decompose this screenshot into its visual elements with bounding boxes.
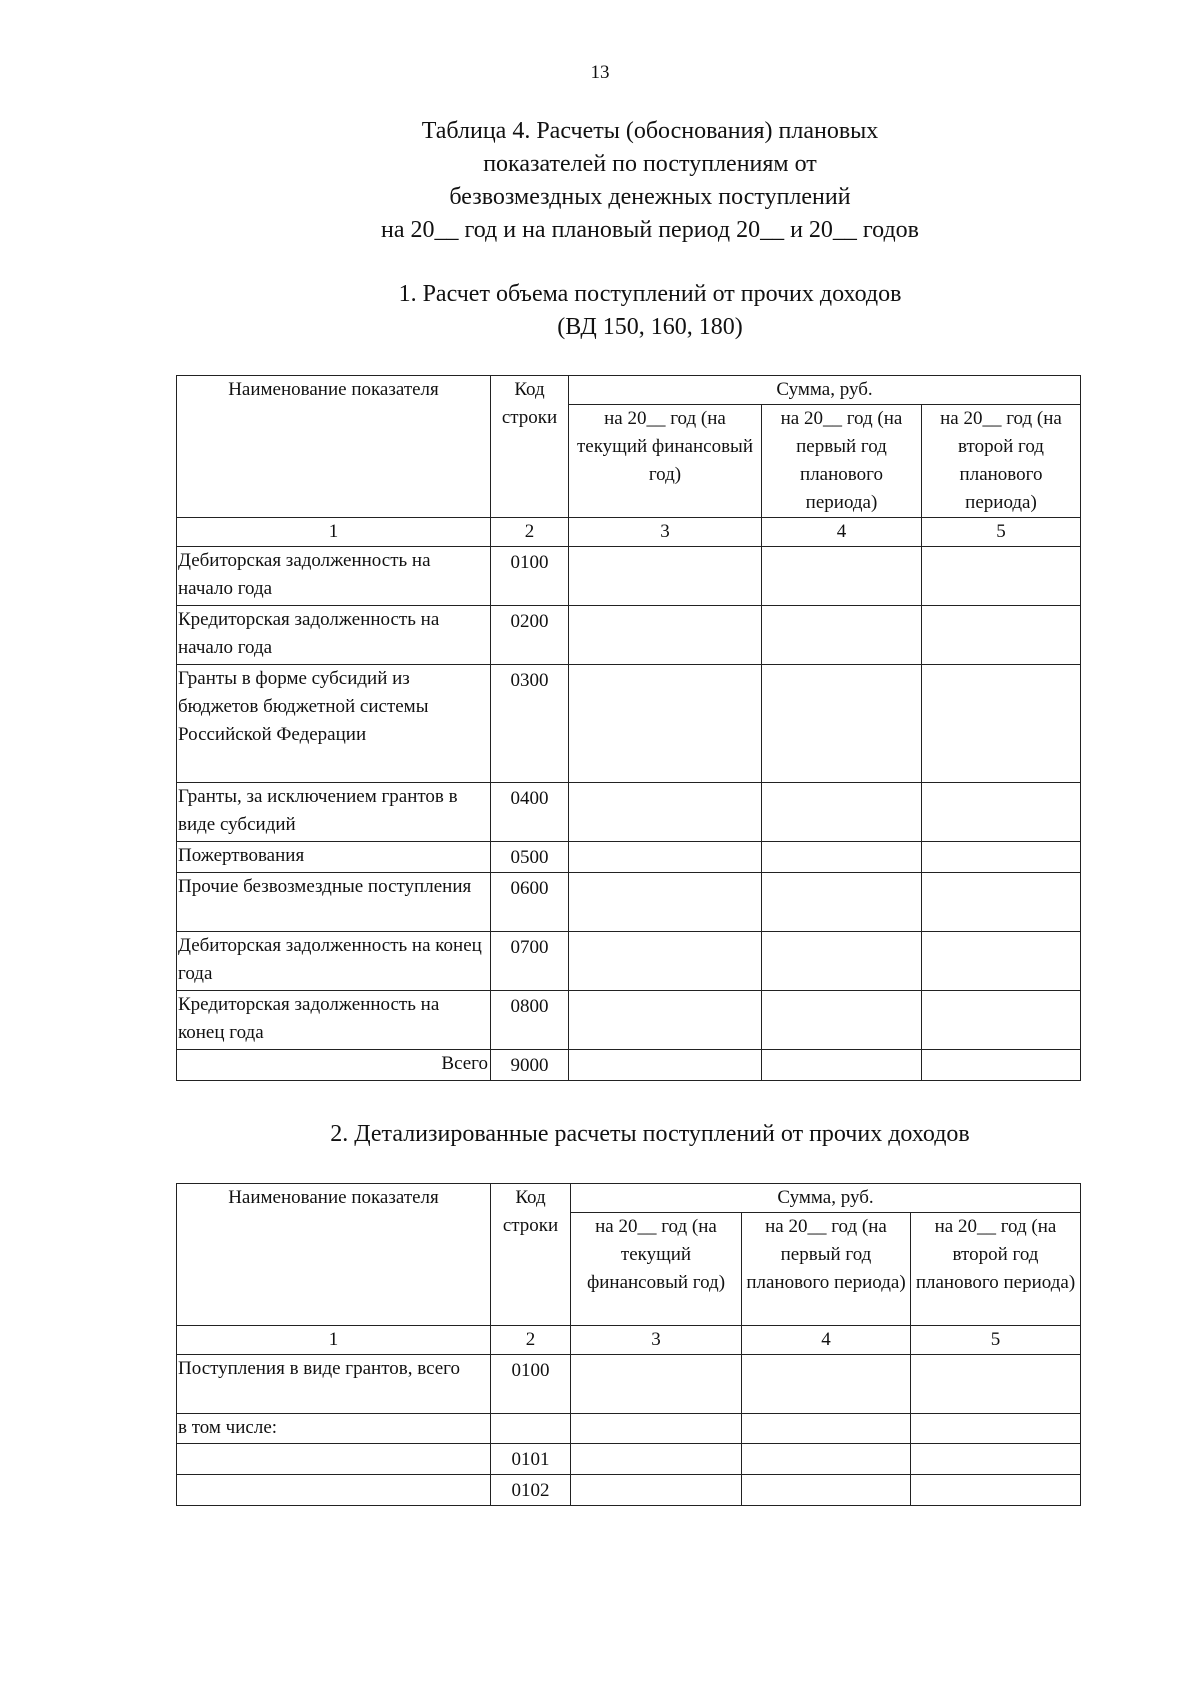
column-number: 1 [177, 518, 491, 547]
header-year-second: на 20__ год (на второй год планового периода) [922, 405, 1081, 518]
row-name: Кредиторская задолженность на начало года [177, 606, 491, 665]
value-cell [762, 783, 922, 842]
value-cell [922, 842, 1081, 873]
section1-heading [0, 278, 1200, 344]
value-cell [922, 606, 1081, 665]
column-number: 4 [762, 518, 922, 547]
row-code: 0800 [491, 991, 569, 1050]
value-cell [742, 1414, 911, 1444]
total-row [177, 1050, 1081, 1081]
value-cell [762, 1050, 922, 1081]
table-row [177, 606, 1081, 665]
row-name: Кредиторская задолженность на конец года [177, 991, 491, 1050]
value-cell [762, 991, 922, 1050]
row-code: 0400 [491, 783, 569, 842]
column-number: 5 [911, 1326, 1081, 1355]
table-row [177, 783, 1081, 842]
value-cell [922, 991, 1081, 1050]
value-cell [571, 1475, 742, 1506]
total-label: Всего [177, 1050, 491, 1081]
value-cell [922, 783, 1081, 842]
income-calculation-table [176, 375, 1081, 1081]
value-cell [569, 873, 762, 932]
value-cell [571, 1355, 742, 1414]
row-code: 0300 [491, 665, 569, 783]
header-year-current: на 20__ год (на текущий финансовый год) [571, 1213, 742, 1326]
heading-line: 1. Расчет объема поступлений от прочих доходов [398, 281, 902, 307]
row-code: 0101 [491, 1444, 571, 1475]
column-number: 4 [742, 1326, 911, 1355]
value-cell [922, 665, 1081, 783]
row-code: 0600 [491, 873, 569, 932]
column-number: 2 [491, 1326, 571, 1355]
table-row [177, 932, 1081, 991]
value-cell [569, 665, 762, 783]
table-row [177, 842, 1081, 873]
table-row [177, 1414, 1081, 1444]
title-line: показателей по поступлениям от [483, 151, 817, 177]
header-sum: Сумма, руб. [569, 376, 1081, 405]
row-code: 0700 [491, 932, 569, 991]
value-cell [922, 547, 1081, 606]
title-line: на 20__ год и на плановый период 20__ и 20__ годов [380, 217, 920, 243]
table-row [177, 1444, 1081, 1475]
row-name: Поступления в виде грантов, всего [177, 1355, 491, 1414]
table-row [177, 991, 1081, 1050]
value-cell [742, 1475, 911, 1506]
title-line: безвозмездных денежных поступлений [449, 184, 851, 210]
value-cell [762, 665, 922, 783]
value-cell [911, 1475, 1081, 1506]
row-name: в том числе: [177, 1414, 491, 1444]
table-title [0, 115, 1200, 247]
row-name: Дебиторская задолженность на начало года [177, 547, 491, 606]
value-cell [762, 547, 922, 606]
row-code: 0200 [491, 606, 569, 665]
value-cell [569, 783, 762, 842]
row-name: Гранты в форме субсидий из бюджетов бюджетной системы Российской Федерации [177, 665, 491, 783]
header-year-first: на 20__ год (на первый год планового периода) [742, 1213, 911, 1326]
value-cell [569, 606, 762, 665]
header-year-second: на 20__ год (на второй год планового периода) [911, 1213, 1081, 1326]
value-cell [762, 842, 922, 873]
value-cell [922, 873, 1081, 932]
value-cell [911, 1414, 1081, 1444]
column-number: 3 [569, 518, 762, 547]
row-name: Дебиторская задолженность на конец года [177, 932, 491, 991]
total-code: 9000 [491, 1050, 569, 1081]
value-cell [569, 991, 762, 1050]
row-code: 0102 [491, 1475, 571, 1506]
table-row [177, 547, 1081, 606]
row-name: Гранты, за исключением грантов в виде субсидий [177, 783, 491, 842]
value-cell [571, 1414, 742, 1444]
value-cell [922, 1050, 1081, 1081]
row-code: 0100 [491, 1355, 571, 1414]
value-cell [911, 1444, 1081, 1475]
page-number: 13 [590, 62, 610, 83]
title-line: Таблица 4. Расчеты (обоснования) плановых [421, 118, 879, 144]
value-cell [762, 932, 922, 991]
row-name: Прочие безвозмездные поступления [177, 873, 491, 932]
row-name: Пожертвования [177, 842, 491, 873]
column-number: 3 [571, 1326, 742, 1355]
row-code: 0100 [491, 547, 569, 606]
row-code: 0500 [491, 842, 569, 873]
value-cell [922, 932, 1081, 991]
value-cell [569, 1050, 762, 1081]
header-year-first: на 20__ год (на первый год планового периода) [762, 405, 922, 518]
column-number: 5 [922, 518, 1081, 547]
value-cell [742, 1444, 911, 1475]
header-name: Наименование показателя [177, 376, 491, 518]
value-cell [569, 842, 762, 873]
value-cell [911, 1355, 1081, 1414]
header-code: Код строки [491, 1184, 571, 1326]
header-code: Код строки [491, 376, 569, 518]
row-name [177, 1475, 491, 1506]
column-number: 2 [491, 518, 569, 547]
detailed-income-table [176, 1183, 1081, 1506]
value-cell [569, 547, 762, 606]
table-row [177, 873, 1081, 932]
section2-heading: 2. Детализированные расчеты поступлений от прочих доходов [330, 1121, 970, 1147]
heading-line: (ВД 150, 160, 180) [557, 314, 743, 340]
table-row [177, 1355, 1081, 1414]
table-row [177, 665, 1081, 783]
value-cell [762, 873, 922, 932]
value-cell [742, 1355, 911, 1414]
header-name: Наименование показателя [177, 1184, 491, 1326]
header-year-current: на 20__ год (на текущий финансовый год) [569, 405, 762, 518]
column-number: 1 [177, 1326, 491, 1355]
table-row [177, 1475, 1081, 1506]
value-cell [569, 932, 762, 991]
row-code [491, 1414, 571, 1444]
header-sum: Сумма, руб. [571, 1184, 1081, 1213]
value-cell [762, 606, 922, 665]
row-name [177, 1444, 491, 1475]
value-cell [571, 1444, 742, 1475]
